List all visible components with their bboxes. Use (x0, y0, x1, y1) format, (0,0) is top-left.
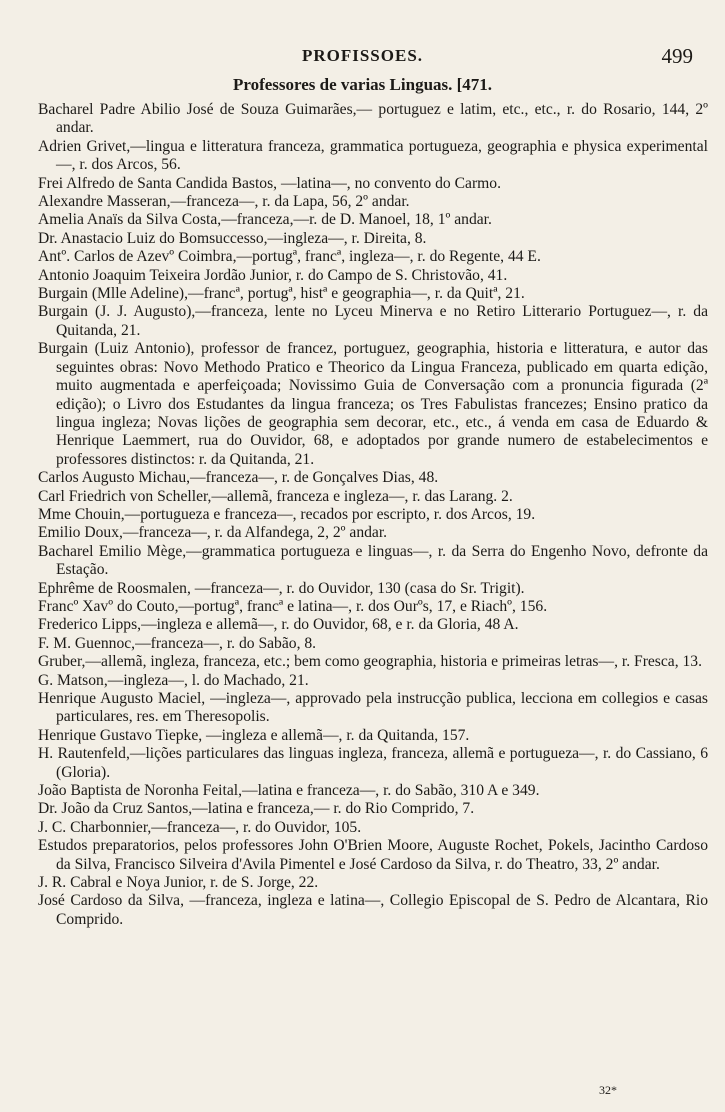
entry-list (38, 101, 708, 929)
list-item: Antº. Carlos de Azevº Coimbra,—portugª, francª, ingleza—, r. do Regente, 44 E. (38, 248, 541, 266)
list-item: Alexandre Masseran,—franceza—, r. da Lapa, 56, 2º andar. (38, 193, 410, 211)
list-item: Dr. João da Cruz Santos,—latina e franceza,— r. do Rio Comprido, 7. (38, 800, 475, 818)
page-number: 499 (661, 44, 693, 68)
list-item: Ephrême de Roosmalen, —franceza—, r. do Ouvidor, 130 (casa do Sr. Trigit). (38, 579, 525, 597)
list-item: Burgain (Mlle Adeline),—francª, portugª, histª e geographia—, r. da Quitª, 21. (38, 285, 525, 303)
list-item: Henrique Augusto Maciel, —ingleza—, approvado pela instrucção publica, lecciona em collegios e casas particulares, res. em Theresopolis. (38, 690, 708, 726)
list-item: Adrien Grivet,—lingua e litteratura franceza, grammatica portugueza, geographia e physica experimental—, r. dos Arcos, 56. (38, 137, 708, 174)
list-item: Burgain (J. J. Augusto),—franceza, lente no Lyceu Minerva e no Retiro Litterario Portuguez—, r. da Quitanda, 21. (38, 303, 708, 339)
list-item: Carl Friedrich von Scheller,—allemã, franceza e ingleza—, r. das Larang. 2. (38, 487, 513, 505)
list-item: Bacharel Emilio Mège,—grammatica portugueza e linguas—, r. da Serra do Engenho Novo, defronte da Estação. (38, 542, 708, 579)
list-item: Amelia Anaïs da Silva Costa,—franceza,—r. de D. Manoel, 18, 1º andar. (38, 211, 492, 229)
list-item: J. C. Charbonnier,—franceza—, r. do Ouvidor, 105. (38, 818, 362, 836)
list-item: F. M. Guennoc,—franceza—, r. do Sabão, 8. (38, 634, 317, 652)
list-item: H. Rautenfeld,—lições particulares das linguas ingleza, franceza, allemã e portugueza—, r. do Cassiano, 6 (Gloria). (38, 745, 708, 781)
list-item: Frei Alfredo de Santa Candida Bastos, —latina—, no convento do Carmo. (38, 174, 501, 192)
list-item: Gruber,—allemã, ingleza, franceza, etc.; bem como geographia, historia e primeiras letras—, r. Fresca, 13. (38, 653, 703, 671)
list-item: Mme Chouin,—portugueza e franceza—, recados por escripto, r. dos Arcos, 19. (38, 505, 536, 523)
section-title: Professores de varias Linguas. [471. (232, 75, 493, 94)
list-item: Bacharel Padre Abilio José de Souza Guimarães,— portuguez e latim, etc., etc., r. do Rosario, 144, 2º andar. (38, 101, 708, 137)
running-title: PROFISSOES. (301, 46, 424, 65)
list-item: G. Matson,—ingleza—, l. do Machado, 21. (38, 671, 309, 689)
list-item: Carlos Augusto Michau,—franceza—, r. de Gonçalves Dias, 48. (38, 469, 439, 487)
list-item: J. R. Cabral e Noya Junior, r. de S. Jorge, 22. (38, 874, 319, 892)
page-header (0, 46, 725, 70)
list-item: Estudos preparatorios, pelos professores John O'Brien Moore, Auguste Rochet, Pokels, Jacintho Cardoso da Silva, Francisco Silveira d'Avila Pimentel e José Cardoso da Silva, r. do Theatro, 33, 2º andar. (38, 837, 708, 873)
list-item: José Cardoso da Silva, —franceza, ingleza e latina—, Collegio Episcopal de S. Pedro de Alcantara, Rio Comprido. (38, 892, 708, 928)
list-item: Antonio Joaquim Teixeira Jordão Junior, r. do Campo de S. Christovão, 41. (38, 266, 508, 284)
list-item: Henrique Gustavo Tiepke, —ingleza e allemã—, r. da Quitanda, 157. (38, 726, 470, 744)
list-item: Dr. Anastacio Luiz do Bomsuccesso,—ingleza—, r. Direita, 8. (38, 229, 427, 247)
printer-signature: 32* (599, 1083, 617, 1097)
list-item: Emilio Doux,—franceza—, r. da Alfandega, 2, 2º andar. (38, 524, 388, 542)
list-item: Burgain (Luiz Antonio), professor de francez, portuguez, geographia, historia e litteratura, e autor das seguintes obras: Novo Methodo Pratico e Theorico da Lingua Franceza, publicado em quarta edição, muito augmentada e aperfeiçoada; Novissimo Guia de Conversação com a pronuncia figurada (2ª edição); o Livro dos Estudantes da lingua franceza; os Tres Fabulistas francezes; Ensino pratico da lingua ingleza; Novas lições de geographia sem decorar, etc., etc., á venda em casa de Eduardo & Henrique Laemmert, rua do Ouvidor, 68, e adoptados por grande numero de estabelecimentos e professores distinctos: r. da Quitanda, 21. (38, 340, 708, 468)
list-item: João Baptista de Noronha Feital,—latina e franceza—, r. do Sabão, 310 A e 349. (38, 782, 540, 800)
list-item: Frederico Lipps,—ingleza e allemã—, r. do Ouvidor, 68, e r. da Gloria, 48 A. (38, 616, 519, 634)
list-item: Francº Xavº do Couto,—portugª, francª e latina—, r. dos Ourºs, 17, e Riachº, 156. (38, 597, 548, 615)
